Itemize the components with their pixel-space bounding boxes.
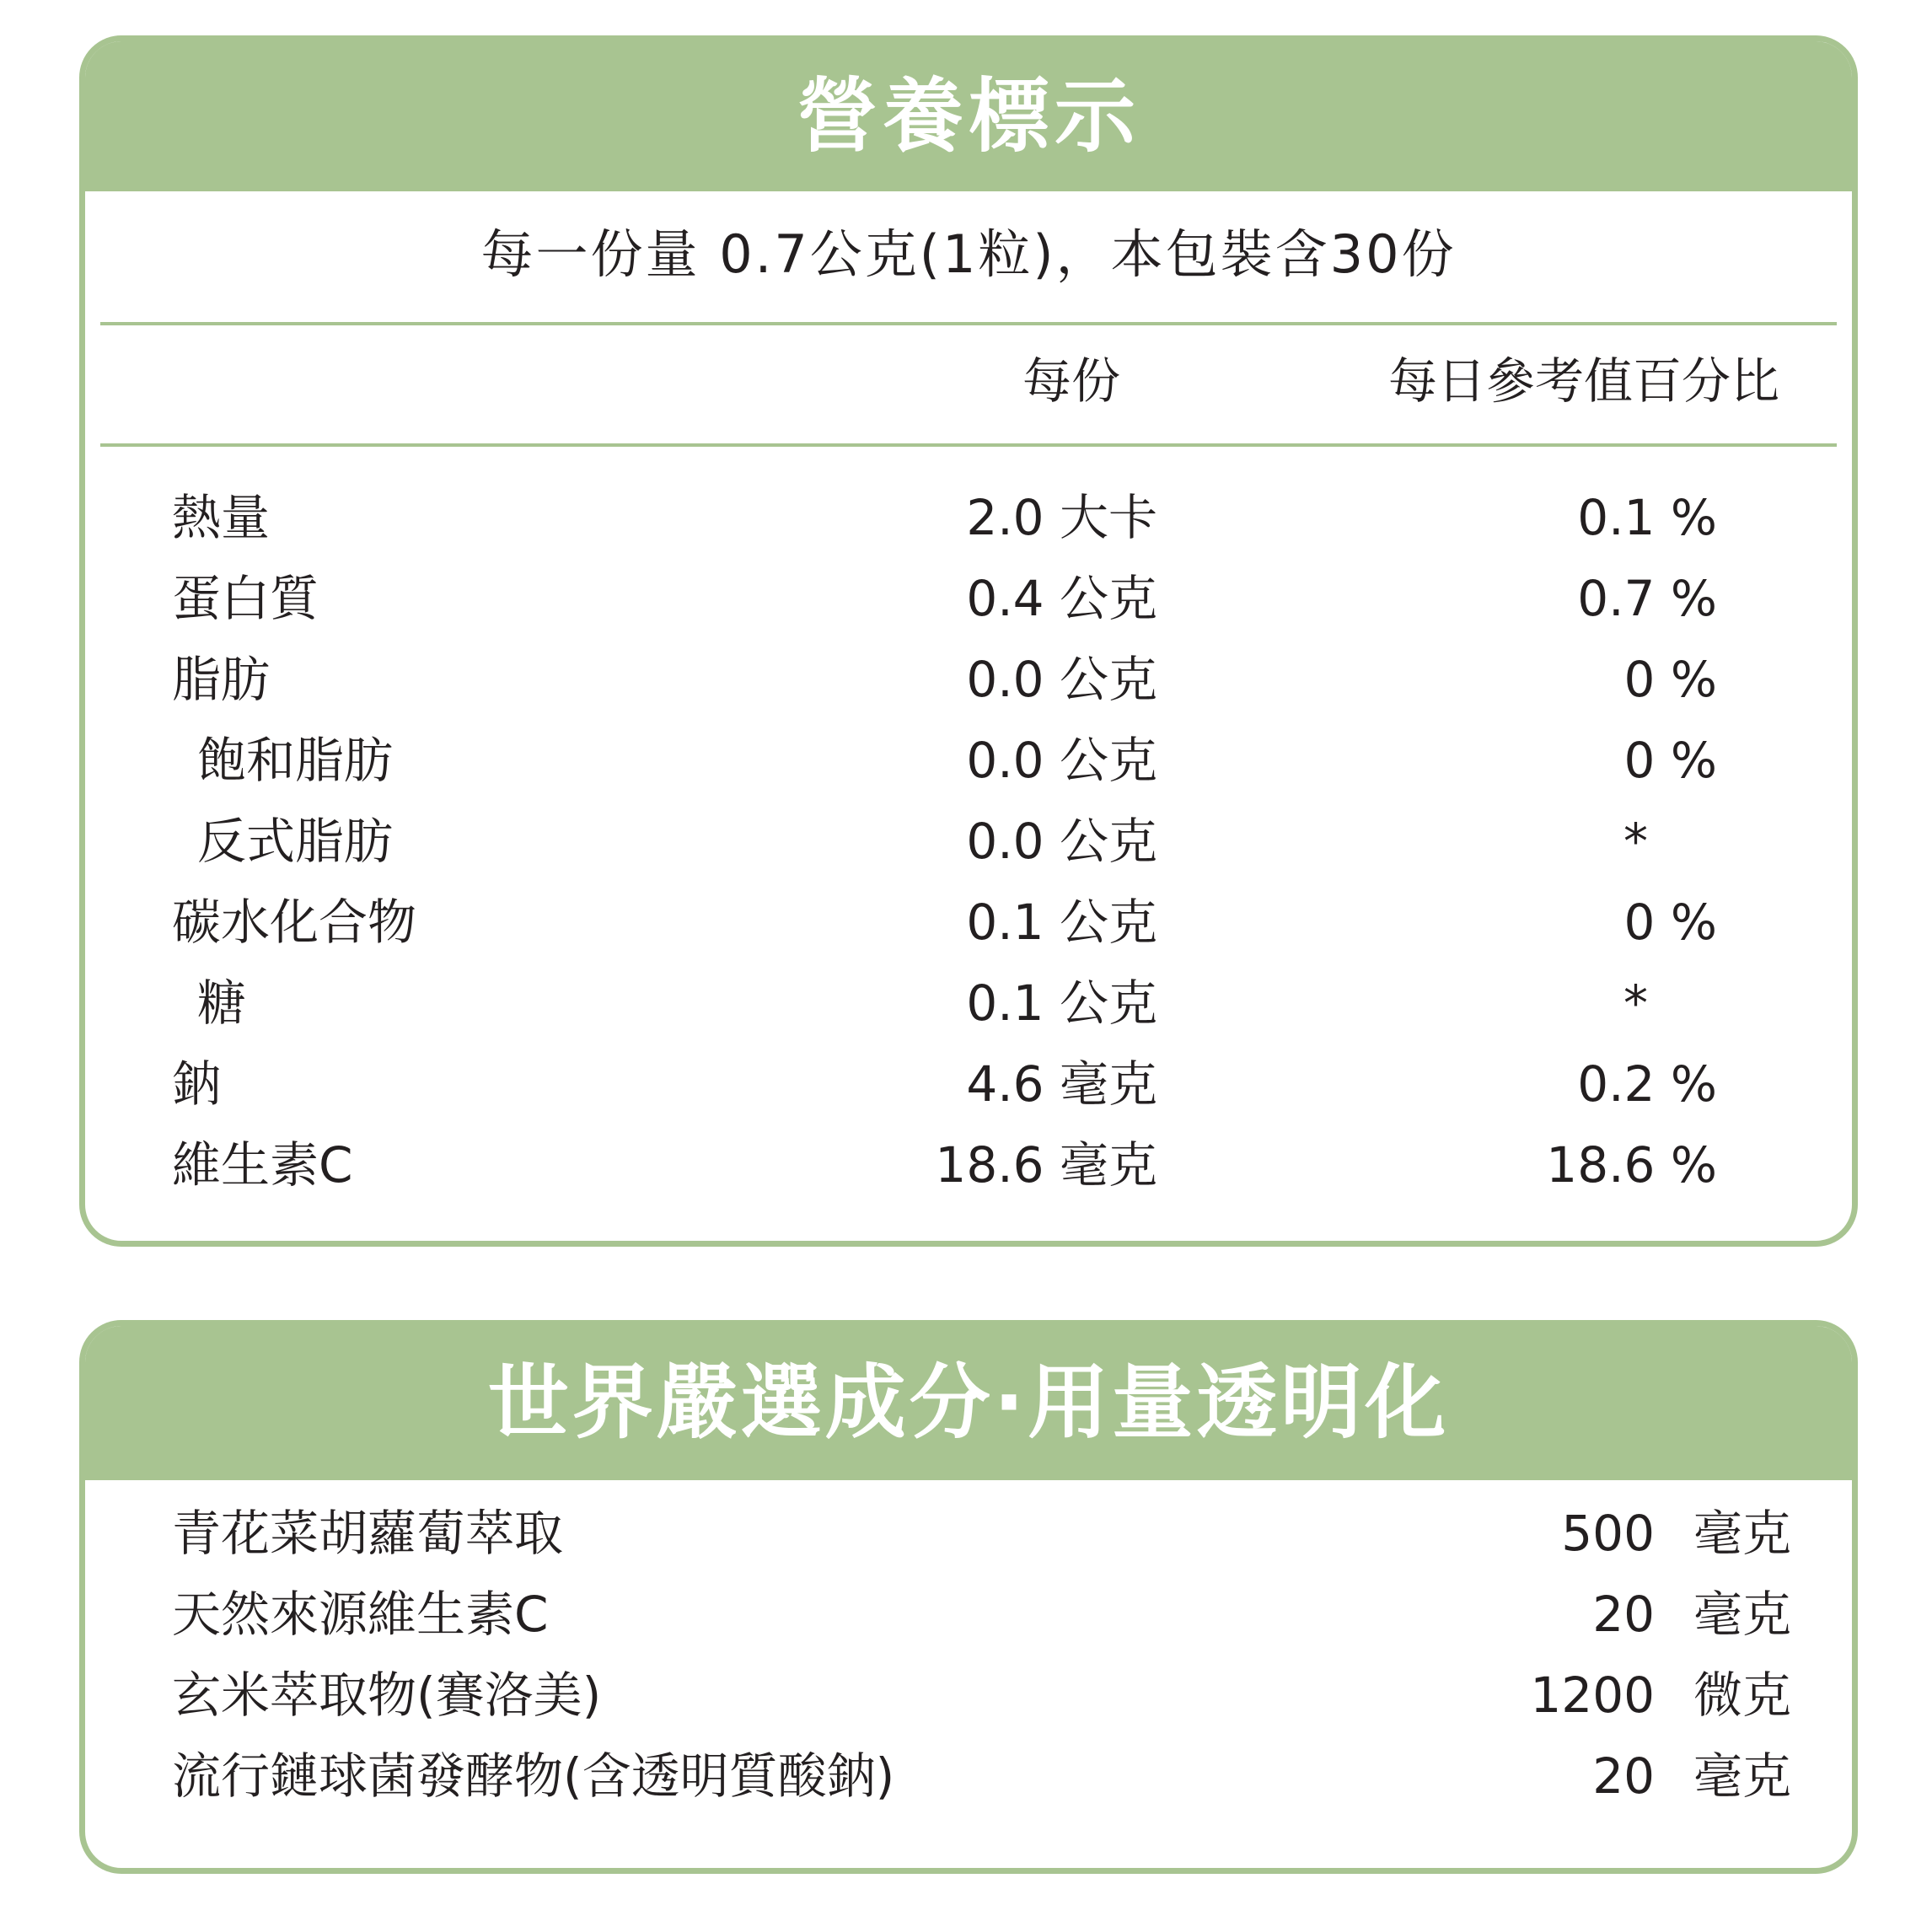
nutrient-row (85, 963, 1852, 1044)
nutrient-row (85, 720, 1852, 801)
nutrition-title: 營養標示 (85, 41, 1852, 191)
ingredient-row (85, 1655, 1852, 1736)
serving-size: 每一份量 0.7公克(1粒)，本包裝含30份 (480, 223, 1457, 285)
nutrient-name: 反式脂肪 (197, 813, 394, 870)
nutrient-amount: 4.6 毫克 (966, 1055, 1157, 1113)
nutrition-panel (79, 35, 1858, 1247)
ingredients-title: 世界嚴選成分·用量透明化 (85, 1326, 1852, 1480)
nutrient-row (85, 1124, 1852, 1205)
ingredient-row (85, 1574, 1852, 1655)
nutrient-name: 熱量 (172, 489, 271, 546)
nutrient-amount: 0.1 公克 (966, 974, 1157, 1032)
nutrient-name: 蛋白質 (172, 570, 319, 627)
ingredient-name: 天然來源維生素C (172, 1586, 549, 1643)
nutrient-daily-value: 0.2 % (1577, 1055, 1717, 1113)
nutrient-row (85, 558, 1852, 639)
ingredient-name: 玄米萃取物(賽洛美) (172, 1666, 602, 1724)
ingredient-row (85, 1493, 1852, 1574)
nutrient-name: 飽和脂肪 (197, 732, 394, 789)
nutrient-daily-value: 0 % (1623, 651, 1717, 708)
nutrient-row (85, 801, 1852, 882)
nutrient-name: 脂肪 (172, 651, 271, 708)
divider (100, 322, 1837, 325)
nutrient-daily-value: 0.7 % (1577, 570, 1717, 627)
nutrient-amount: 0.1 公克 (966, 894, 1157, 951)
ingredient-row (85, 1736, 1852, 1817)
nutrient-daily-value: * (1623, 974, 1648, 1032)
ingredients-panel (79, 1320, 1858, 1874)
nutrient-amount: 0.4 公克 (966, 570, 1157, 627)
ingredient-amount: 20 (1592, 1586, 1655, 1643)
nutrient-name: 碳水化合物 (172, 894, 417, 951)
ingredient-name: 青花菜胡蘿蔔萃取 (172, 1505, 564, 1562)
nutrient-amount: 0.0 公克 (966, 732, 1157, 789)
ingredient-unit: 微克 (1693, 1666, 1791, 1724)
nutrient-daily-value: 18.6 % (1546, 1136, 1717, 1194)
per-serving-header: 每份 (1022, 352, 1121, 410)
nutrient-daily-value: 0 % (1623, 732, 1717, 789)
nutrient-daily-value: 0.1 % (1577, 489, 1717, 546)
ingredient-amount: 1200 (1530, 1666, 1655, 1724)
nutrient-name: 糖 (197, 974, 247, 1032)
nutrient-amount: 0.0 公克 (966, 813, 1157, 870)
nutrient-row (85, 1044, 1852, 1124)
daily-value-header: 每日參考值百分比 (1388, 352, 1780, 410)
nutrient-row (85, 477, 1852, 558)
nutrient-daily-value: * (1623, 813, 1648, 870)
nutrient-amount: 0.0 公克 (966, 651, 1157, 708)
nutrient-daily-value: 0 % (1623, 894, 1717, 951)
nutrient-row (85, 882, 1852, 963)
ingredient-unit: 毫克 (1693, 1505, 1791, 1562)
nutrient-amount: 2.0 大卡 (966, 489, 1157, 546)
divider (100, 443, 1837, 447)
ingredient-unit: 毫克 (1693, 1586, 1791, 1643)
ingredient-name: 流行鏈球菌發酵物(含透明質酸鈉) (172, 1747, 895, 1805)
ingredient-unit: 毫克 (1693, 1747, 1791, 1805)
nutrient-name: 鈉 (172, 1055, 222, 1113)
ingredient-amount: 500 (1561, 1505, 1655, 1562)
nutrient-row (85, 639, 1852, 720)
nutrient-amount: 18.6 毫克 (935, 1136, 1157, 1194)
nutrient-name: 維生素C (172, 1136, 353, 1194)
ingredient-amount: 20 (1592, 1747, 1655, 1805)
